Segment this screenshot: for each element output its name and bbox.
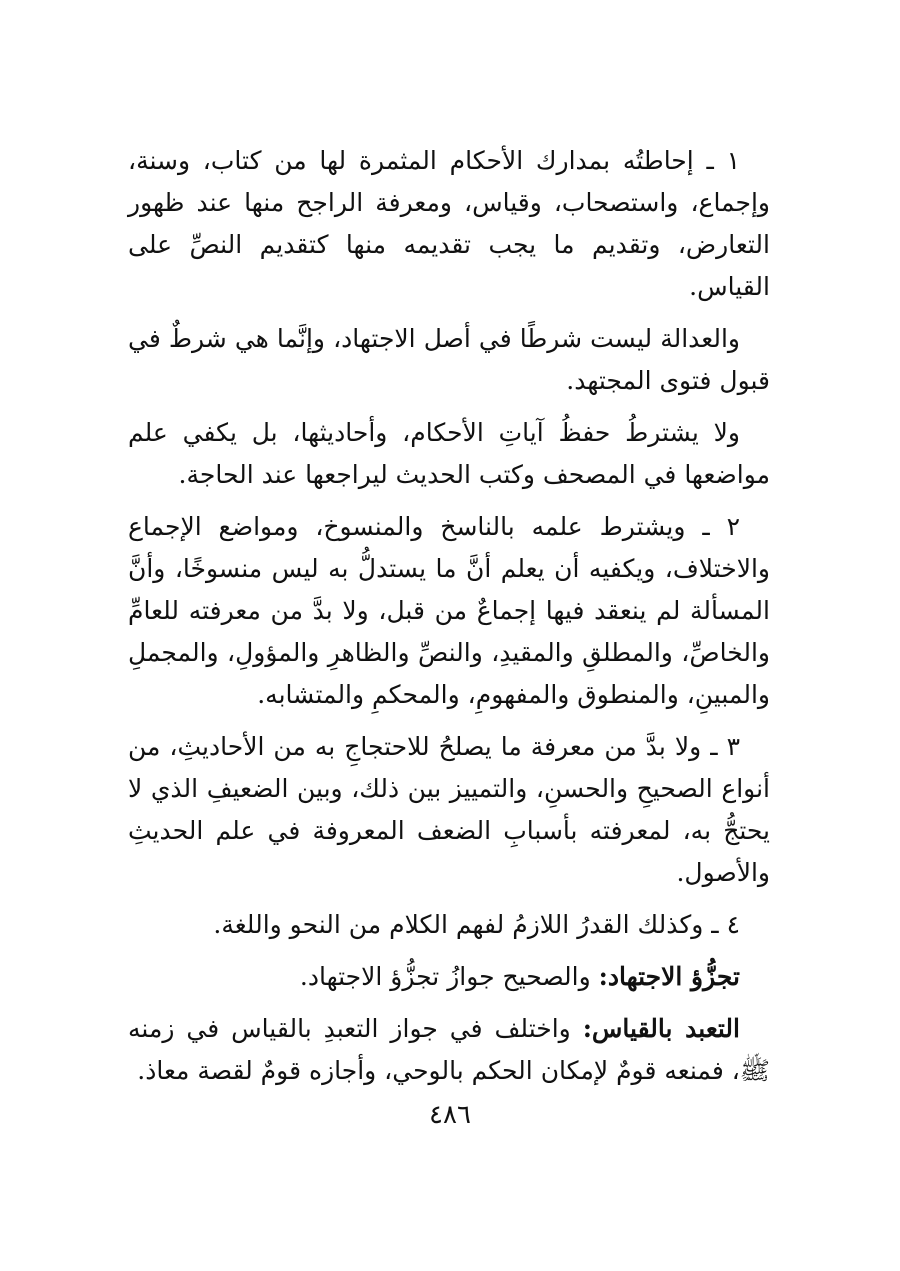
paragraph-text: ١ ـ إحاطتُه بمدارك الأحكام المثمرة لها من كتاب، وسنة، وإجماع، واستصحاب، وقياس، ومعرفة الراجح منها عند ظهور التعارض، وتقديم ما يجب تقديمه منها كتقديم النصِّ على القياس. [128,146,770,301]
paragraph-text: ٤ ـ وكذلك القدرُ اللازمُ لفهم الكلام من النحو واللغة. [213,910,740,939]
paragraph-justice-condition [128,318,770,402]
paragraph-text: والعدالة ليست شرطًا في أصل الاجتهاد، وإنَّما هي شرطٌ في قبول فتوى المجتهد. [128,324,770,395]
paragraph-abrogation [128,506,770,716]
page-body [128,140,770,1102]
page-number: ٤٨٦ [429,1100,471,1130]
paragraph-partial-ijtihad [128,956,770,998]
paragraph-text: واختلف في جواز التعبدِ بالقياس في زمنه ﷺ، فمنعه قومٌ لإمكان الحكم بالوحي، وأجازه قومٌ لقصة معاذ. [128,1014,770,1085]
paragraph-heading: التعبد بالقياس: [582,1014,740,1043]
paragraph-text: والصحيح جوازُ تجزُّؤ الاجتهاد. [299,962,599,991]
paragraph-language [128,904,770,946]
paragraph-heading: تجزُّؤ الاجتهاد: [598,962,740,991]
paragraph-hadith-knowledge [128,726,770,894]
paragraph-memorization [128,412,770,496]
paragraph-text: ٢ ـ ويشترط علمه بالناسخ والمنسوخ، ومواضع الإجماع والاختلاف، ويكفيه أن يعلم أنَّ ما يستدلُّ به ليس منسوخًا، وأنَّ المسألة لم ينعقد فيها إجماعٌ من قبل، ولا بدَّ من معرفته للعامِّ والخاصِّ، والمطلقِ والمقيدِ، والنصِّ والظاهرِ والمؤولِ، والمجملِ والمبينِ، والمنطوق والمفهومِ، والمحكمِ والمتشابه. [128,512,770,709]
paragraph-knowledge-of-sources [128,140,770,308]
paragraph-text: ولا يشترطُ حفظُ آياتِ الأحكام، وأحاديثها، بل يكفي علم مواضعها في المصحف وكتب الحديث ليراجعها عند الحاجة. [128,418,770,489]
paragraph-qiyas-worship [128,1008,770,1092]
paragraph-text: ٣ ـ ولا بدَّ من معرفة ما يصلحُ للاحتجاجِ به من الأحاديثِ، من أنواع الصحيحِ والحسنِ، والتمييز بين ذلك، وبين الضعيفِ الذي لا يحتجُّ به، لمعرفته بأسبابِ الضعف المعروفة في علم الحديثِ والأصول. [128,732,770,887]
